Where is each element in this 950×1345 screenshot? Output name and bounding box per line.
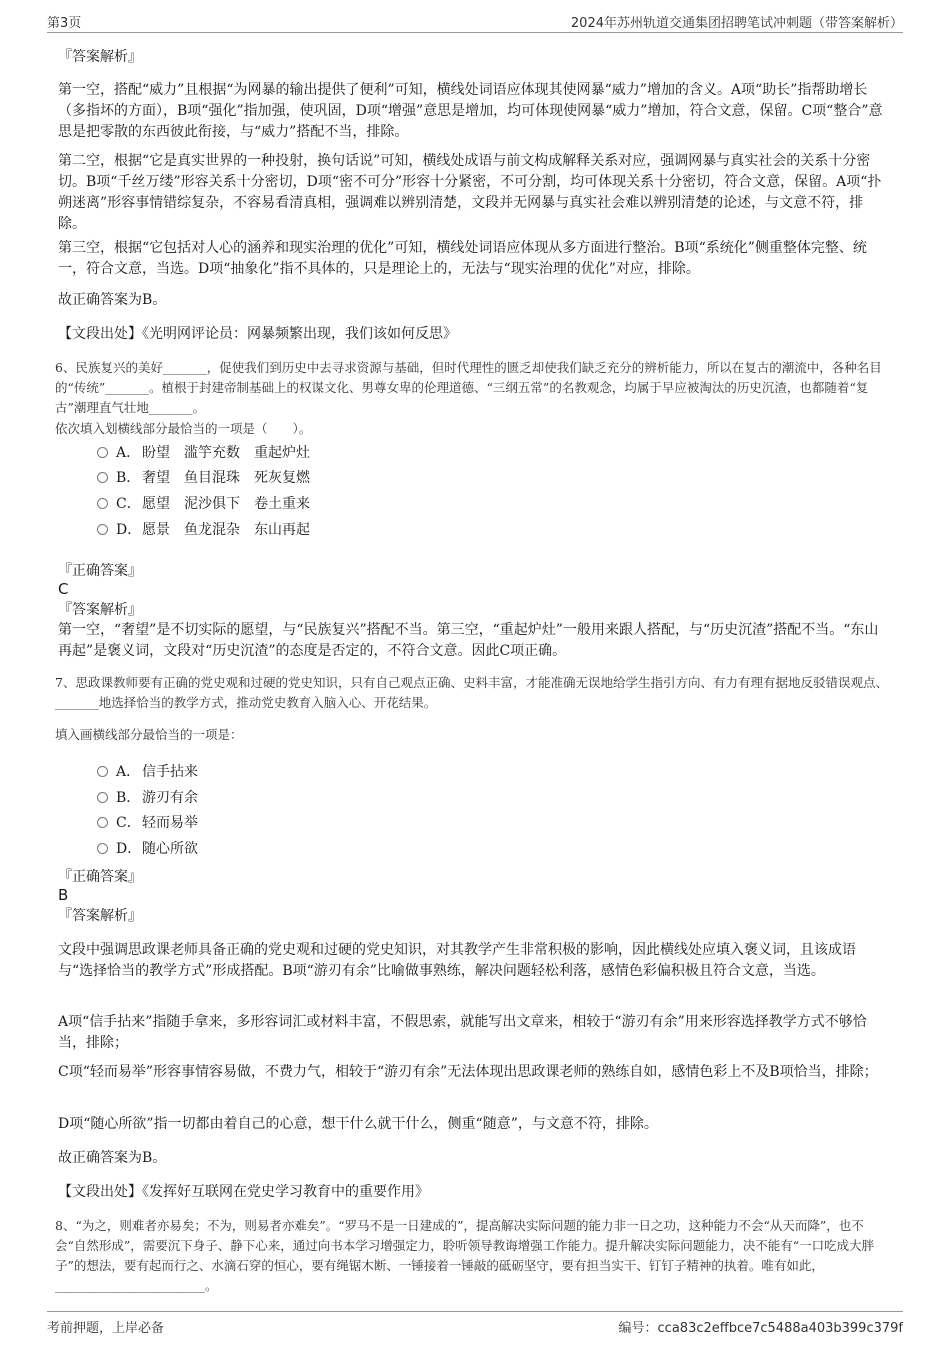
correct-answer-heading: 『正确答案』 — [58, 563, 142, 579]
source-citation: 【文段出处】《发挥好互联网在党史学习教育中的重要作用》 — [58, 1184, 429, 1200]
radio-icon[interactable] — [97, 447, 108, 458]
radio-icon[interactable] — [97, 817, 108, 828]
radio-icon[interactable] — [97, 524, 108, 535]
radio-icon[interactable] — [97, 792, 108, 803]
conclusion: 故正确答案为B。 — [58, 1150, 167, 1166]
question-stem: 6、民族复兴的美好_______，促使我们到历史中去寻求资源与基础，但时代理性的匮乏却使我们缺乏充分的辨析能力，所以在复古的潮流中，各种名目的“传统”_______。植根于封建帝制基础上的权谋文化、男尊女卑的伦理道德、“三纲五常”的名教观念，均属于早应被淘汰的历史沉渣，也都随着“复古”潮理直气壮地_______。 — [55, 360, 882, 415]
radio-icon[interactable] — [97, 472, 108, 483]
option-d[interactable]: D．随心所欲 — [97, 839, 198, 859]
option-a[interactable]: A． 盼望 滥竽充数 重起炉灶 — [97, 443, 310, 463]
analysis-heading: 『答案解析』 — [58, 49, 142, 65]
analysis-paragraph: 第三空，根据“它包括对人心的涵养和现实治理的优化”可知，横线处词语应体现从多方面进行整治。B项“系统化”侧重整体完整、统一，符合文意，当选。D项“抽象化”指不具体的，只是理论上的，无法与“现实治理的优化”对应，排除。 — [58, 240, 867, 277]
radio-icon[interactable] — [97, 843, 108, 854]
analysis-paragraph: A项“信手拈来”指随手拿来，多形容词汇或材料丰富，不假思索，就能写出文章来，相较于“游刃有余”用来形容选择教学方式不够恰当，排除； — [58, 1014, 867, 1051]
correct-answer: C — [58, 580, 69, 598]
analysis-heading: 『答案解析』 — [58, 908, 142, 924]
analysis-paragraph: 第一空，“奢望”是不切实际的愿望，与“民族复兴”搭配不当。第三空，“重起炉灶”一般用来跟人搭配，与“历史沉渣”搭配不当。“东山再起”是褒义词，文段对“历史沉渣”的态度是否定的，不符合文意。因此C项正确。 — [58, 622, 879, 659]
document-id: 编号：cca83c2effbce7c5488a403b399c379f — [618, 1321, 903, 1336]
option-b[interactable]: B． 游刃有余 — [97, 788, 198, 808]
analysis-paragraph: 第一空，搭配“威力”且根据“为网暴的输出提供了便利”可知，横线处词语应体现其使网暴“威力”增加的含义。A项“助长”指帮助增长（多指坏的方面），B项“强化”指加强，使巩固，D项“增强”意思是增加，均可体现使网暴“威力”增加，符合文意，保留。C项“整合”意思是把零散的东西彼此衔接，与“威力”搭配不当，排除。 — [58, 82, 883, 140]
radio-icon[interactable] — [97, 766, 108, 777]
document-title: 2024年苏州轨道交通集团招聘笔试冲刺题（带答案解析） — [570, 16, 903, 31]
correct-answer-heading: 『正确答案』 — [58, 869, 142, 885]
analysis-paragraph: D项“随心所欲”指一切都由着自己的心意，想干什么就干什么，侧重“随意”，与文意不符，排除。 — [58, 1116, 658, 1132]
radio-icon[interactable] — [97, 498, 108, 509]
page-footer — [47, 1311, 903, 1338]
page-number: 第3页 — [47, 16, 82, 31]
analysis-paragraph: C项“轻而易举”形容事情容易做，不费力气，相较于“游刃有余”无法体现出思政课老师的熟练自如，感情色彩上不及B项恰当，排除； — [58, 1064, 878, 1080]
option-a[interactable]: A． 信手拈来 — [97, 762, 198, 782]
analysis-paragraph: 文段中强调思政课老师具备正确的党史观和过硬的党史知识，对其教学产生非常积极的影响，因此横线处应填入褒义词，且该成语与“选择恰当的教学方式”形成搭配。B项“游刃有余”比喻做事熟练，解决问题轻松利落，感情色彩偏积极且符合文意，当选。 — [58, 942, 856, 979]
analysis-paragraph: 第二空，根据“它是真实世界的一种投射，换句话说”可知，横线处成语与前文构成解释关系对应，强调网暴与真实社会的关系十分密切。B项“千丝万缕”形容关系十分密切，D项“密不可分”形容十分紧密，不可分割，均可体现关系十分密切，符合文意，保留。A项“扑朔迷离”形容事情错综复杂，不容易看清真相，强调难以辨别清楚，文段并无网暴与真实社会难以辨别清楚的论述，与文意不符，排除。 — [58, 153, 882, 232]
conclusion: 故正确答案为B。 — [58, 292, 167, 308]
page-header — [47, 10, 903, 33]
source-citation: 【文段出处】《光明网评论员：网暴频繁出现，我们该如何反思》 — [58, 326, 457, 342]
footer-slogan: 考前押题，上岸必备 — [47, 1321, 165, 1336]
question-prompt: 填入画横线部分最恰当的一项是： — [55, 727, 243, 742]
option-d[interactable]: D．愿景 鱼龙混杂 东山再起 — [97, 520, 310, 540]
option-c[interactable]: C．愿望 泥沙俱下 卷土重来 — [97, 494, 310, 514]
question-stem: 8、“为之，则难者亦易矣；不为，则易者亦难矣”。“罗马不是一日建成的”，提高解决实际问题的能力非一日之功，这种能力不会“从天而降”，也不会“自然形成”，需要沉下身子、静下心来，通过向书本学习增强定力，聆听领导教诲增强工作能力。提升解决实际问题能力，决不能有“一口吃成大胖子”的想法，要有起而行之、水滴石穿的恒心，要有绳锯木断、一锤接着一锤敲的砥砺坚守，要有担当实干、钉钉子精神的执着。唯有如此，________________________。 — [55, 1218, 875, 1293]
option-c[interactable]: C．轻而易举 — [97, 813, 198, 833]
question-prompt: 依次填入划横线部分最恰当的一项是（ ）。 — [55, 421, 312, 436]
question-stem: 7、思政课教师要有正确的党史观和过硬的党史知识，只有自己观点正确、史料丰富，才能准确无误地给学生指引方向、有力有理有据地反驳错误观点、_______地选择恰当的教学方式，推动党史教育入脑入心、开花结果。 — [55, 675, 888, 710]
option-b[interactable]: B． 奢望 鱼目混珠 死灰复燃 — [97, 468, 310, 488]
correct-answer: B — [58, 886, 69, 904]
analysis-heading: 『答案解析』 — [58, 602, 142, 618]
